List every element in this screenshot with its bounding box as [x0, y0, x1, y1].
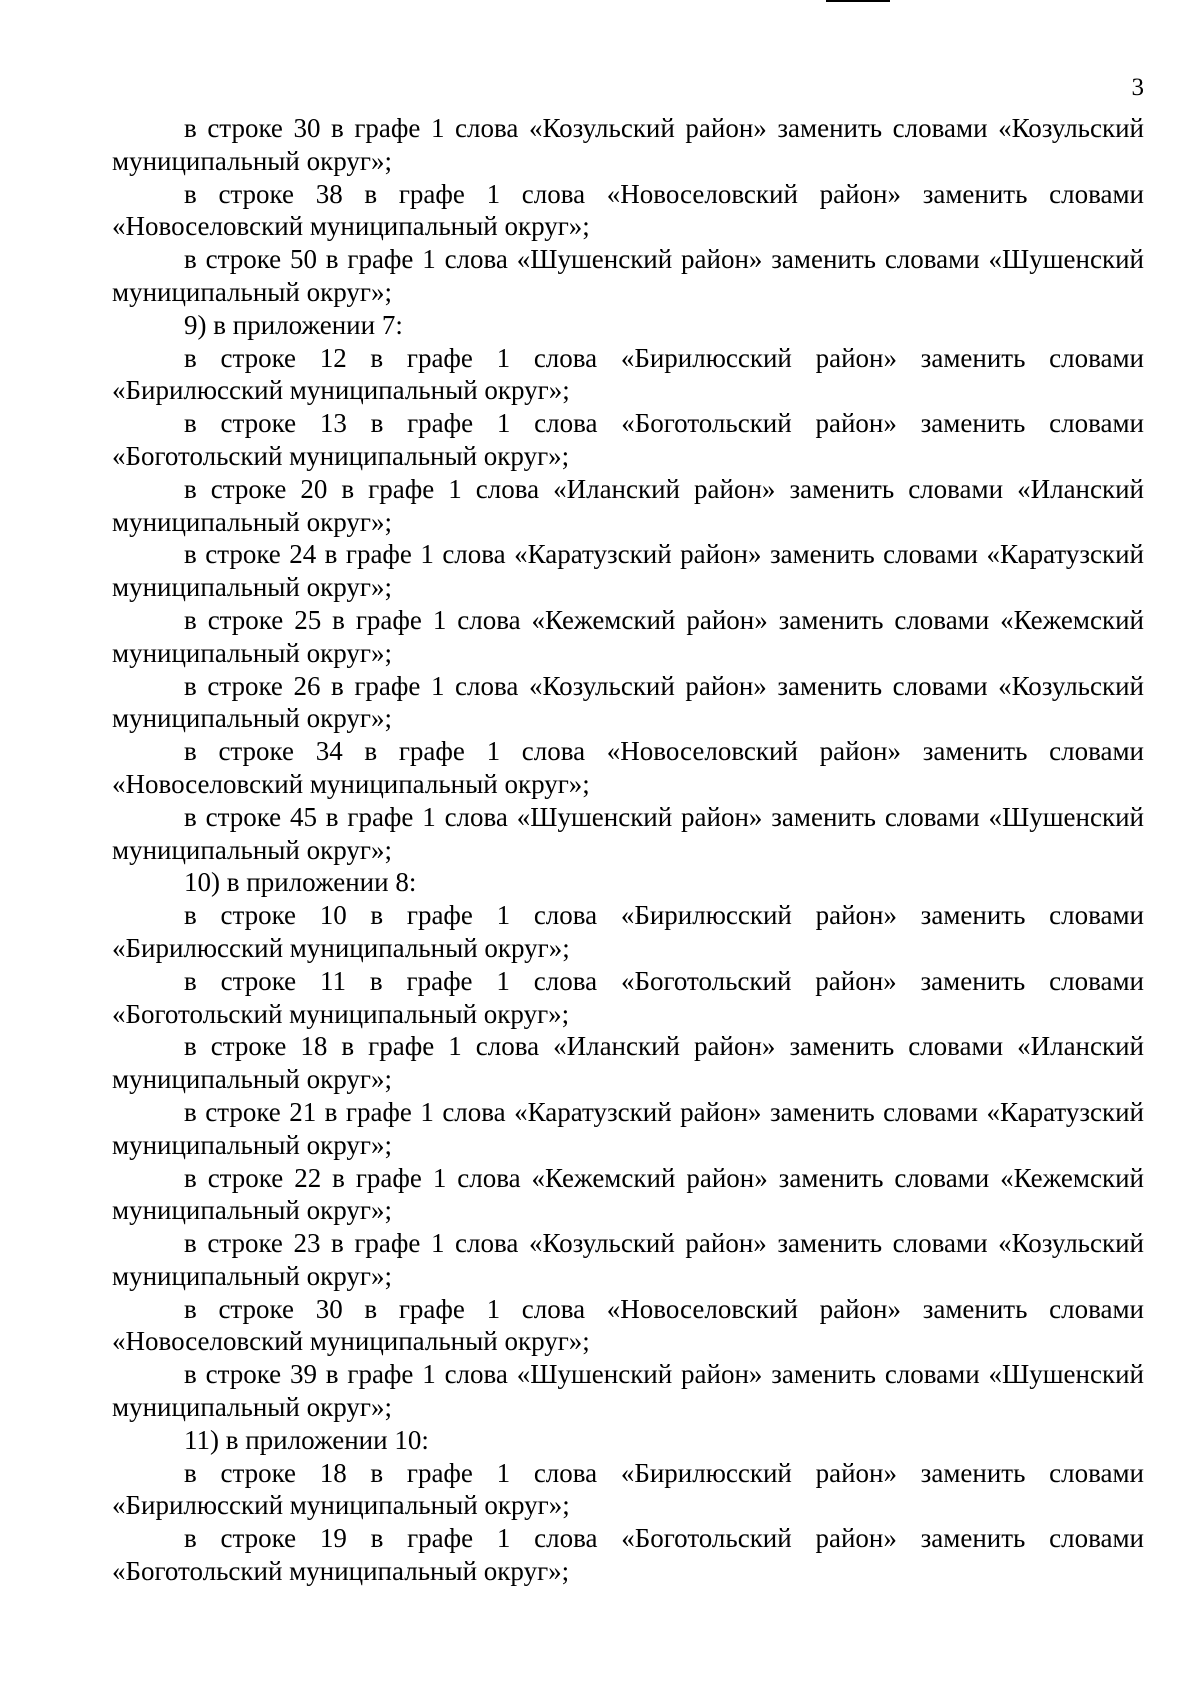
paragraph: в строке 38 в графе 1 слова «Новоселовский район» заменить словами «Новоселовский муниципальный округ»; — [112, 178, 1144, 242]
list-item-heading: 9) в приложении 7: — [184, 309, 403, 340]
paragraph: в строке 26 в графе 1 слова «Козульский район» заменить словами «Козульский муниципальный округ»; — [112, 670, 1144, 734]
paragraph: в строке 23 в графе 1 слова «Козульский район» заменить словами «Козульский муниципальный округ»; — [112, 1228, 1144, 1291]
paragraph: в строке 30 в графе 1 слова «Новоселовский район» заменить словами «Новоселовский муниципальный округ»; — [112, 1293, 1144, 1357]
paragraph: в строке 13 в графе 1 слова «Боготольский район» заменить словами «Боготольский муниципальный округ»; — [112, 408, 1144, 471]
paragraph: в строке 18 в графе 1 слова «Бирилюсский район» заменить словами «Бирилюсский муниципальный округ»; — [112, 1457, 1144, 1521]
list-item-heading: 10) в приложении 8: — [184, 867, 417, 898]
paragraph: в строке 20 в графе 1 слова «Иланский район» заменить словами «Иланский муниципальный округ»; — [112, 473, 1144, 537]
page-number: 3 — [1131, 74, 1144, 101]
paragraph: в строке 21 в графе 1 слова «Каратузский район» заменить словами «Каратузский муниципальный округ»; — [112, 1096, 1144, 1160]
paragraph: в строке 12 в графе 1 слова «Бирилюсский район» заменить словами «Бирилюсский муниципальный округ»; — [112, 342, 1144, 406]
paragraph: в строке 22 в графе 1 слова «Кежемский район» заменить словами «Кежемский муниципальный округ»; — [112, 1162, 1144, 1226]
paragraph: в строке 25 в графе 1 слова «Кежемский район» заменить словами «Кежемский муниципальный округ»; — [112, 604, 1144, 668]
paragraph: в строке 18 в графе 1 слова «Иланский район» заменить словами «Иланский муниципальный округ»; — [112, 1031, 1144, 1095]
paragraph: в строке 11 в графе 1 слова «Боготольский район» заменить словами «Боготольский муниципальный округ»; — [112, 965, 1144, 1029]
paragraph: в строке 45 в графе 1 слова «Шушенский район» заменить словами «Шушенский муниципальный округ»; — [112, 801, 1144, 865]
list-item-heading: 11) в приложении 10: — [184, 1424, 429, 1455]
paragraph: в строке 39 в графе 1 слова «Шушенский район» заменить словами «Шушенский муниципальный округ»; — [112, 1359, 1144, 1423]
document-body — [112, 112, 1144, 1588]
top-rule — [826, 0, 890, 2]
paragraph: в строке 50 в графе 1 слова «Шушенский район» заменить словами «Шушенский муниципальный округ»; — [112, 244, 1144, 307]
paragraph: в строке 19 в графе 1 слова «Боготольский район» заменить словами «Боготольский муниципальный округ»; — [112, 1523, 1144, 1587]
paragraph: в строке 24 в графе 1 слова «Каратузский район» заменить словами «Каратузский муниципальный округ»; — [112, 539, 1144, 603]
paragraph: в строке 10 в графе 1 слова «Бирилюсский район» заменить словами «Бирилюсский муниципальный округ»; — [112, 900, 1144, 963]
paragraph: в строке 30 в графе 1 слова «Козульский район» заменить словами «Козульский муниципальный округ»; — [112, 113, 1144, 176]
paragraph: в строке 34 в графе 1 слова «Новоселовский район» заменить словами «Новоселовский муниципальный округ»; — [112, 736, 1144, 799]
